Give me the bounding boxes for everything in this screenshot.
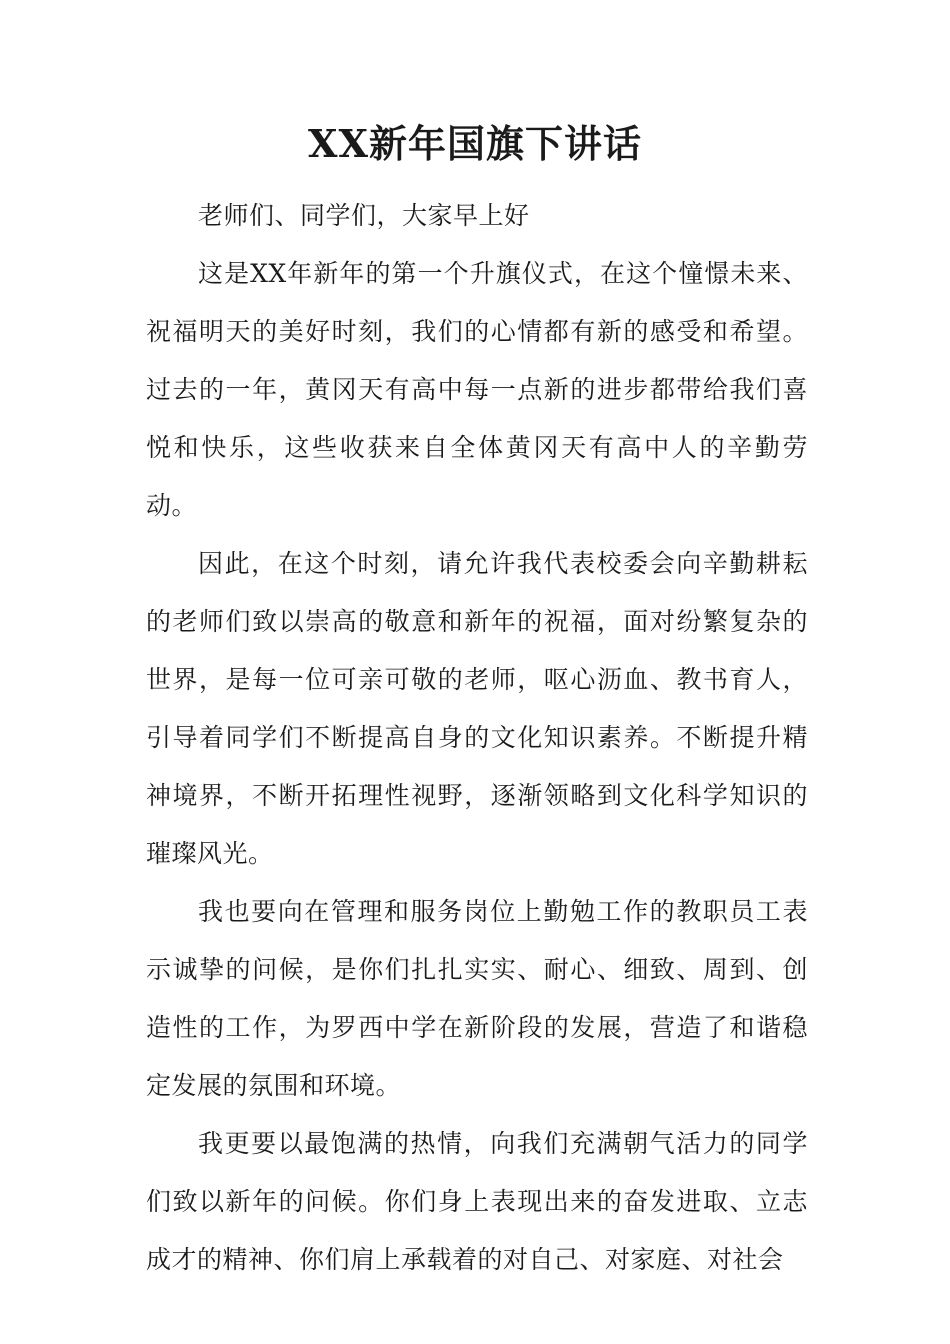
paragraph-opening: 这是XX年新年的第一个升旗仪式，在这个憧憬未来、祝福明天的美好时刻，我们的心情都有新的感受和希望。过去的一年，黄冈天有高中每一点新的进步都带给我们喜悦和快乐，这些收获来自全体黄冈天有高中人的辛勤劳动。: [146, 259, 808, 520]
paragraph-students: 我更要以最饱满的热情，向我们充满朝气活力的同学们致以新年的问候。你们身上表现出来的奋发进取、立志成才的精神、你们肩上承载着的对自己、对家庭、对社会: [146, 1129, 808, 1274]
speech-body: [146, 187, 808, 1289]
paragraph-teachers: 因此，在这个时刻，请允许我代表校委会向辛勤耕耘的老师们致以崇高的敬意和新年的祝福，面对纷繁复杂的世界，是每一位可亲可敬的老师，呕心沥血、教书育人，引导着同学们不断提高自身的文化知识素养。不断提升精神境界，不断开拓理性视野，逐渐领略到文化科学知识的璀璨风光。: [146, 549, 808, 868]
paragraph-greeting: 老师们、同学们，大家早上好: [198, 201, 530, 230]
paragraph-staff: 我也要向在管理和服务岗位上勤勉工作的教职员工表示诚挚的问候，是你们扎扎实实、耐心、细致、周到、创造性的工作，为罗西中学在新阶段的发展，营造了和谐稳定发展的氛围和环境。: [146, 897, 808, 1100]
page-title: XX新年国旗下讲话: [308, 121, 642, 166]
